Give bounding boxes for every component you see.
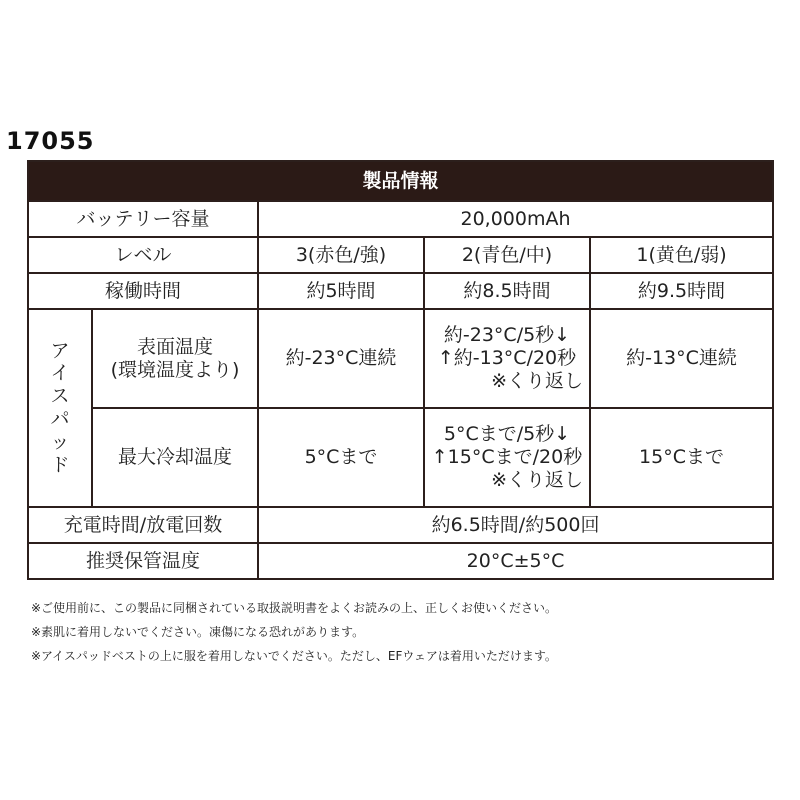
surface-temp-level-2: 約-23°C/5秒↓ ↑約-13°C/20秒 ※くり返し [424,309,590,408]
runtime-level-2: 約8.5時間 [424,273,590,309]
max-cooling-level-1: 15°Cまで [590,408,773,507]
runtime-level-1: 約9.5時間 [590,273,773,309]
note-skin: ※素肌に着用しないでください。凍傷になる恐れがあります。 [31,625,365,639]
runtime-row [28,273,773,309]
product-info-table [27,160,774,580]
table-title: 製品情報 [28,161,773,201]
level-label: レベル [28,237,258,273]
battery-row [28,201,773,237]
charge-row [28,507,773,543]
notes [31,596,557,668]
max-cooling-label: 最大冷却温度 [92,408,258,507]
level-row [28,237,773,273]
ice-pad-label: ア イ ス パ ッ ド [28,309,92,507]
battery-value: 20,000mAh [258,201,773,237]
max-cooling-level-2: 5°Cまで/5秒↓ ↑15°Cまで/20秒 ※くり返し [424,408,590,507]
max-cooling-row [28,408,773,507]
note-usage: ※ご使用前に、この製品に同梱されている取扱説明書をよくお読みの上、正しくお使いください。 [31,601,558,615]
product-code: 17055 [6,127,95,155]
storage-value: 20°C±5°C [258,543,773,579]
storage-label: 推奨保管温度 [28,543,258,579]
note-clothing: ※アイスパッドベストの上に服を着用しないでください。ただし、EFウェアは着用いただけます。 [31,649,557,663]
charge-label: 充電時間/放電回数 [28,507,258,543]
battery-label: バッテリー容量 [28,201,258,237]
max-cooling-level-3: 5°Cまで [258,408,424,507]
level-1: 1(黄色/弱) [590,237,773,273]
surface-temp-level-1: 約-13°C連続 [590,309,773,408]
surface-temp-row [28,309,773,408]
surface-temp-label: 表面温度 (環境温度より) [92,309,258,408]
charge-value: 約6.5時間/約500回 [258,507,773,543]
surface-temp-level-3: 約-23°C連続 [258,309,424,408]
runtime-label: 稼働時間 [28,273,258,309]
level-3: 3(赤色/強) [258,237,424,273]
level-2: 2(青色/中) [424,237,590,273]
storage-row [28,543,773,579]
runtime-level-3: 約5時間 [258,273,424,309]
